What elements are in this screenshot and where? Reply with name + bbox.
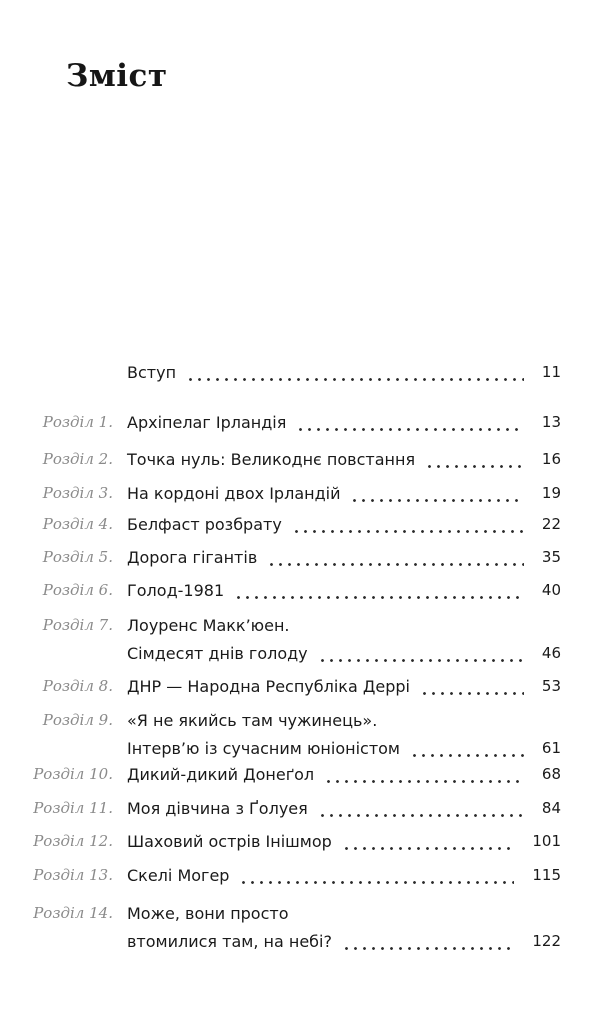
chapter-label: Розділ 2. [42,450,113,468]
dot-leader [350,499,523,502]
chapter-label: Розділ 6. [42,581,113,599]
dot-leader [410,754,524,757]
toc-page-number: 22 [541,515,561,533]
toc-line [0,581,600,605]
toc-line [0,711,600,735]
toc-line [0,363,600,387]
chapter-label: Розділ 10. [33,765,113,783]
toc-line [0,866,600,890]
toc-entry-intro [0,363,600,387]
dot-leader [342,847,515,850]
toc-line [0,932,600,956]
toc-page-number: 61 [541,739,561,757]
toc-entry-title: Архіпелаг Ірландія [127,413,287,432]
chapter-label: Розділ 14. [33,904,113,922]
toc-entry-title: Сімдесят днів голоду [127,644,308,663]
toc-line [0,739,600,763]
toc-line [0,484,600,508]
toc-entry-title: ДНР — Народна Республіка Деррі [127,677,410,696]
chapter-label: Розділ 11. [33,799,113,817]
toc-line [0,644,600,668]
chapter-label: Розділ 12. [33,832,113,850]
dot-leader [420,692,524,695]
toc-page-number: 84 [541,799,561,817]
toc-entry-title: Вступ [127,363,177,382]
toc-line [0,616,600,640]
toc-line [0,413,600,437]
toc-entry-title: втомилися там, на небі? [127,932,332,951]
toc-line [0,450,600,474]
toc-entry-title: Лоуренс Макк’юен. [127,616,290,635]
toc-page-number: 40 [541,581,561,599]
toc-entry-title: «Я не якийсь там чужинець». [127,711,378,730]
toc-page-number: 35 [541,548,561,566]
toc-page-number: 16 [541,450,561,468]
toc-page-number: 122 [532,932,561,950]
toc-line [0,677,600,701]
toc-line [0,515,600,539]
toc-entry-title: Голод-1981 [127,581,225,600]
chapter-label: Розділ 1. [42,413,113,431]
toc-entry-title: Белфаст розбрату [127,515,282,534]
chapter-label: Розділ 5. [42,548,113,566]
toc-entry-title: Дорога гігантів [127,548,258,567]
toc-page-number: 115 [532,866,561,884]
toc-line [0,765,600,789]
toc-entry-title: Скелі Могер [127,866,230,885]
toc-line [0,548,600,572]
dot-leader [186,378,524,381]
dot-leader [239,881,514,884]
toc-entry-title: Моя дівчина з Ґолуея [127,799,308,818]
toc-entry-title: Може, вони просто [127,904,289,923]
chapter-label: Розділ 13. [33,866,113,884]
chapter-label: Розділ 4. [42,515,113,533]
toc-entry-title: Дикий-дикий Донеґол [127,765,315,784]
toc-page-number: 68 [541,765,561,783]
dot-leader [318,659,524,662]
toc-page-number: 46 [541,644,561,662]
chapter-label: Розділ 8. [42,677,113,695]
dot-leader [342,947,514,950]
page-title: Зміст [66,58,168,94]
toc-page-number: 53 [541,677,561,695]
dot-leader [318,814,524,817]
toc-page-number: 101 [532,832,561,850]
dot-leader [425,465,524,468]
toc-entry-title: Шаховий острів Інішмор [127,832,332,851]
toc-line [0,904,600,928]
toc-line [0,832,600,856]
toc-entry-title: Інтерв’ю із сучасним юніоністом [127,739,400,758]
dot-leader [267,563,524,566]
toc-entry-title: На кордоні двох Ірландій [127,484,341,503]
chapter-label: Розділ 9. [42,711,113,729]
toc-page-number: 11 [541,363,561,381]
toc-page-number: 13 [541,413,561,431]
toc-entry-title: Точка нуль: Великоднє повстання [127,450,416,469]
dot-leader [296,428,524,431]
toc-line [0,799,600,823]
dot-leader [234,596,524,599]
dot-leader [292,530,524,533]
chapter-label: Розділ 3. [42,484,113,502]
chapter-label: Розділ 7. [42,616,113,634]
toc-page-number: 19 [541,484,561,502]
dot-leader [324,780,524,783]
